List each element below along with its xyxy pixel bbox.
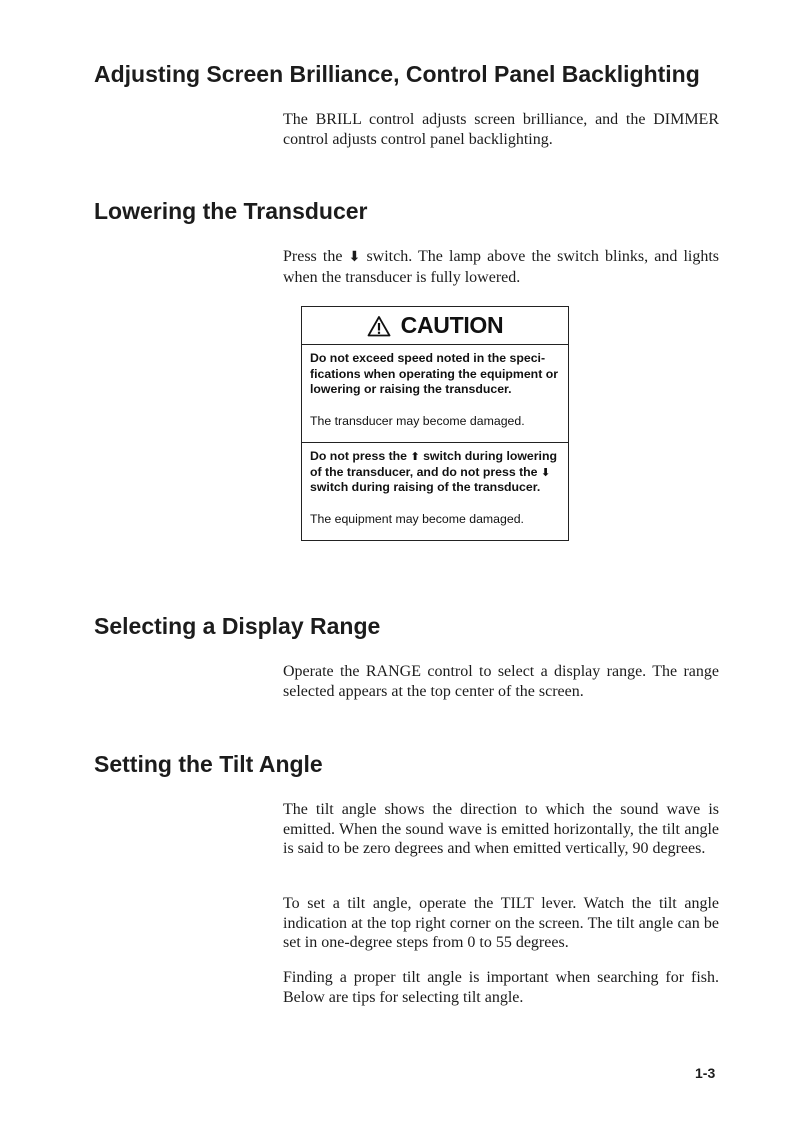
heading-brilliance: Adjusting Screen Brilliance, Control Panel Backlighting: [94, 61, 700, 87]
caution-speed-warning: Do not exceed speed noted in the speci-fications when operating the equipment or lowering or raising the transducer.: [310, 351, 559, 396]
page-number: 1-3: [695, 1065, 716, 1081]
caution-switch-consequence: The equipment may become damaged.: [310, 511, 524, 526]
up-arrow-icon: ⬆: [410, 450, 420, 463]
caution-block-speed: [302, 345, 568, 443]
paragraph-display-range: Operate the RANGE control to select a display range. The range selected appears at the top center of the screen.: [283, 663, 719, 700]
text-switch-lamp: switch. The lamp above the switch blinks, and lights when the transducer is fully lowered.: [283, 248, 720, 286]
text-do-not-press: Do not press the: [310, 449, 408, 463]
warning-triangle-icon: [367, 315, 391, 337]
down-arrow-icon: ⬇: [348, 249, 361, 265]
heading-display-range: Selecting a Display Range: [94, 613, 381, 639]
caution-switch-warning: [310, 449, 560, 496]
text-press-the: Press the: [283, 248, 343, 265]
caution-title: CAUTION: [400, 312, 504, 338]
text-switch-during-raising: switch during raising of the transducer.: [310, 480, 541, 494]
paragraph-tilt-1: The tilt angle shows the direction to which the sound wave is emitted. When the sound wave is emitted horizontally, the tilt angle is said to be zero degrees and when emitted vertically, 90 degrees.: [283, 801, 719, 857]
paragraph-lowering-transducer: [283, 247, 719, 287]
caution-speed-consequence: The transducer may become damaged.: [310, 413, 525, 428]
caution-box: [301, 306, 569, 541]
caution-block-switch: [302, 443, 568, 527]
paragraph-brilliance: The BRILL control adjusts screen brilliance, and the DIMMER control adjusts control panel backlighting.: [283, 111, 719, 148]
down-arrow-icon: ⬇: [540, 465, 551, 479]
paragraph-tilt-2: To set a tilt angle, operate the TILT lever. Watch the tilt angle indication at the top right corner on the screen. The tilt angle can be set in one-degree steps from 0 to 55 degrees.: [283, 895, 719, 951]
heading-tilt-angle: Setting the Tilt Angle: [94, 751, 323, 777]
paragraph-tilt-3: Finding a proper tilt angle is important when searching for fish. Below are tips for selecting tilt angle.: [283, 969, 719, 1006]
heading-lowering-transducer: Lowering the Transducer: [94, 198, 368, 224]
caution-header: [302, 307, 568, 345]
text-switch-during-lowering: switch during lowering of the transducer, and do not press the: [310, 449, 557, 479]
